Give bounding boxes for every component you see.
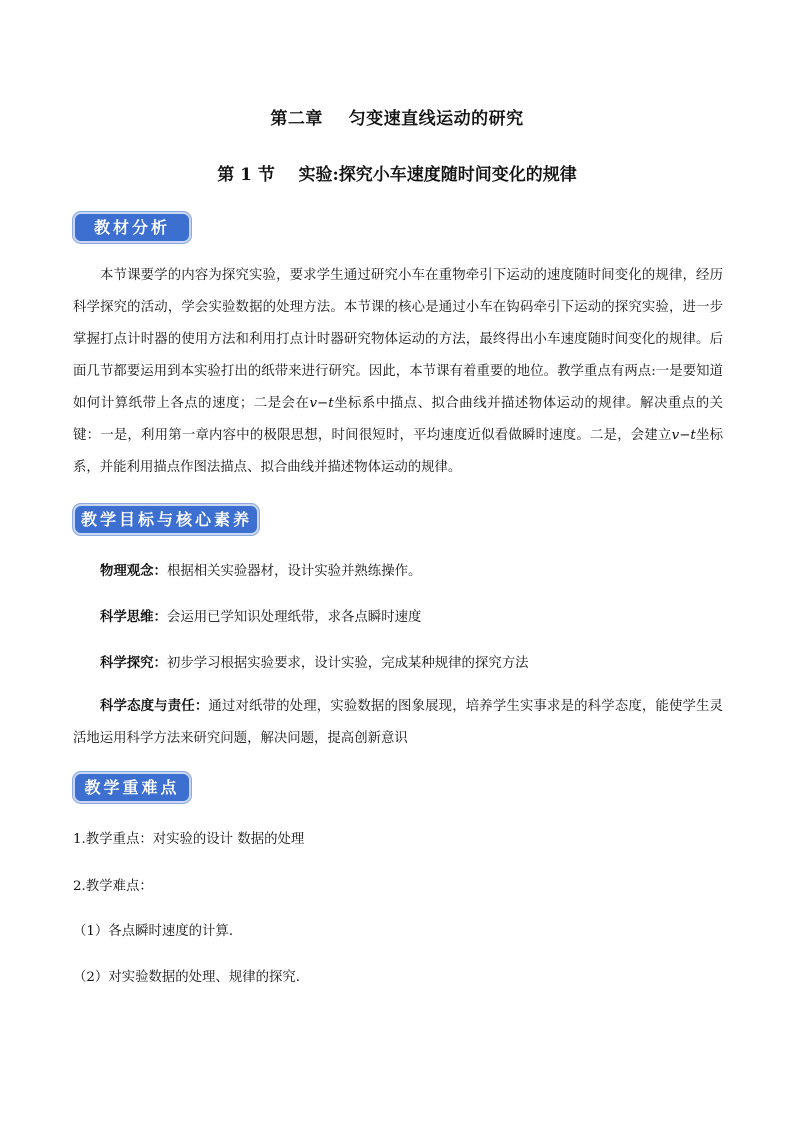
goal-text: 初步学习根据实验要求，设计实验，完成某种规律的探究方法 bbox=[166, 656, 529, 671]
analysis-text-3: 坐标系，并能利用描点作图法描点、拟合曲线并描述物体运动的规律。 bbox=[73, 428, 724, 475]
key-point-item: 1.教学重点：对实验的设计 数据的处理 bbox=[73, 832, 305, 847]
analysis-paragraph bbox=[73, 260, 723, 484]
goal-text: 会运用已学知识处理纸带，求各点瞬时速度 bbox=[166, 610, 422, 625]
badge-goals: 教学目标与核心素养 bbox=[75, 506, 257, 533]
goal-item bbox=[73, 690, 723, 755]
difficulty-sub-item: （1）各点瞬时速度的计算． bbox=[73, 924, 243, 939]
goal-item bbox=[100, 652, 529, 671]
goal-label: 物理观念： bbox=[100, 563, 167, 579]
goal-item bbox=[100, 606, 421, 625]
analysis-text-1: 本节课要学的内容为探究实验，要求学生通过研究小车在重物牵引下运动的速度随时间变化的规律，经历科学探究的活动，学会实验数据的处理方法。本节课的核心是通过小车在钩码牵引下运动的探究实验，进一步掌握打点计时器的使用方法和利用打点计时器研究物体运动的方法，最终得出小车速度随时间变化的规律。后面几节都要运用到本实验打出的纸带来进行研究。因此，本节课有着重要的地位。教学重点有两点:一是要知道如何计算纸带上各点的速度；二是会在 bbox=[73, 268, 723, 411]
goal-item bbox=[100, 560, 421, 579]
badge-analysis: 教材分析 bbox=[75, 214, 189, 241]
difficulty-sub-item: （2）对实验数据的处理、规律的探究． bbox=[73, 970, 310, 985]
section-title: 第 1 节 实验:探究小车速度随时间变化的规律 bbox=[217, 165, 577, 185]
goal-label: 科学思维： bbox=[100, 609, 167, 625]
vt-symbol: v−t bbox=[309, 396, 334, 411]
chapter-title: 第二章 匀变速直线运动的研究 bbox=[270, 109, 524, 129]
goal-text: 通过对纸带的处理，实验数据的图象展现，培养学生实事求是的科学态度，能使学生灵活地运用科学方法来研究问题，解决问题，提高创新意识 bbox=[73, 699, 723, 746]
goal-text: 根据相关实验器材，设计实验并熟练操作。 bbox=[166, 564, 422, 579]
difficulty-heading: 2.教学难点： bbox=[73, 879, 153, 894]
goal-label: 科学探究： bbox=[100, 655, 167, 671]
badge-key-points: 教学重难点 bbox=[75, 774, 189, 801]
vt-symbol: v−t bbox=[671, 428, 696, 443]
analysis-text-2: 坐标系中描点、拟合曲线并描述物体运动的规律。解决重点的关键：一是，利用第一章内容中的极限思想，时间很短时，平均速度近似看做瞬时速度。二是，会建立 bbox=[73, 396, 724, 443]
goal-label: 科学态度与责任： bbox=[100, 698, 209, 714]
